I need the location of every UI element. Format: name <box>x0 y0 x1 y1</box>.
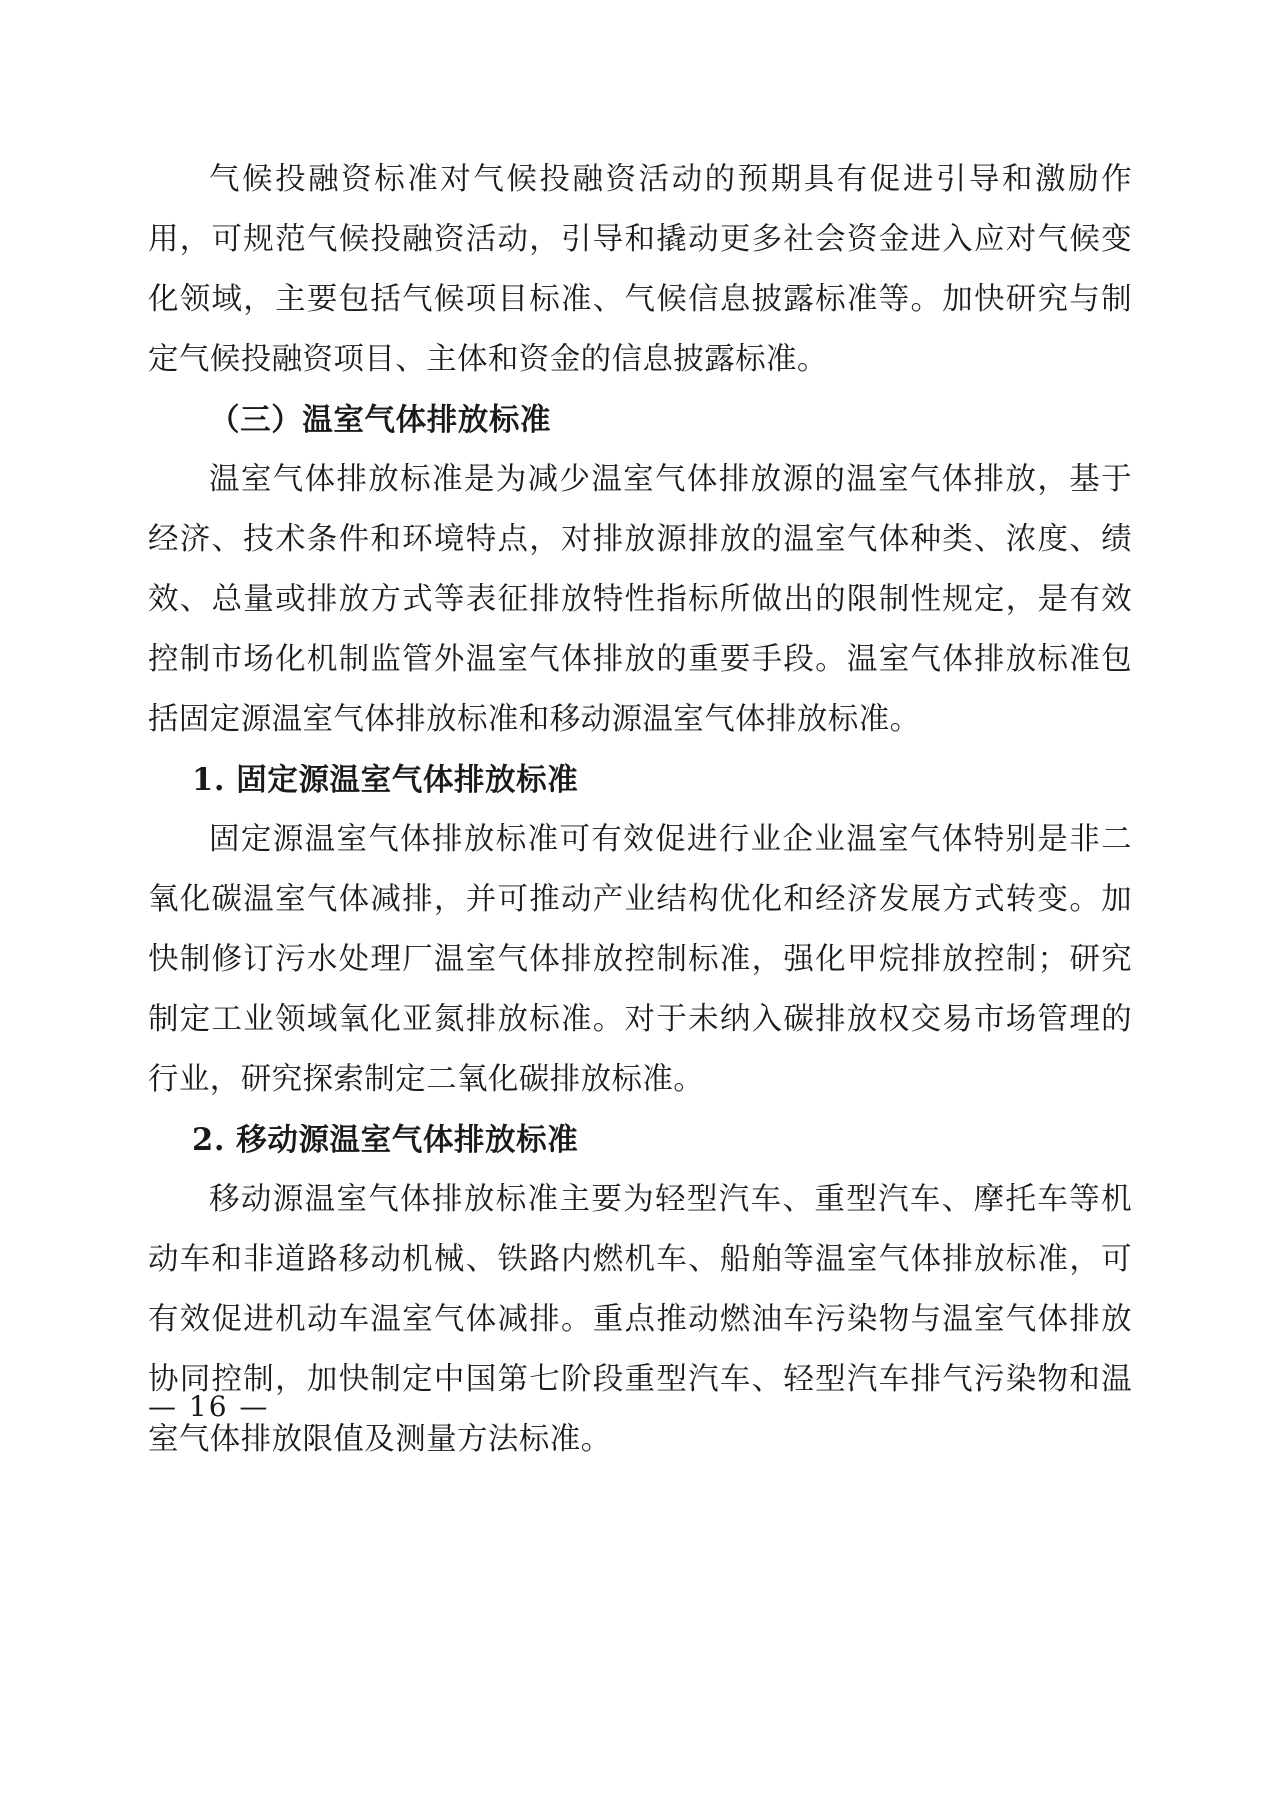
sub-heading-stationary-source: 1. 固定源温室气体排放标准 <box>192 762 579 798</box>
paragraph-climate-finance-standards: 气候投融资标准对气候投融资活动的预期具有促进引导和激励作用，可规范气候投融资活动，引导和撬动更多社会资金进入应对气候变化领域，主要包括气候项目标准、气候信息披露标准等。加快研究与制定气候投融资项目、主体和资金的信息披露标准。 <box>148 162 1132 377</box>
page-number-label: — 16 — <box>148 1390 270 1423</box>
paragraph-stationary-source: 固定源温室气体排放标准可有效促进行业企业温室气体特别是非二氧化碳温室气体减排，并可推动产业结构优化和经济发展方式转变。加快制修订污水处理厂温室气体排放控制标准，强化甲烷排放控制；研究制定工业领域氧化亚氮排放标准。对于未纳入碳排放权交易市场管理的行业，研究探索制定二氧化碳排放标准。 <box>148 822 1132 1097</box>
page-number <box>0 1390 1280 1423</box>
paragraph-mobile-source: 移动源温室气体排放标准主要为轻型汽车、重型汽车、摩托车等机动车和非道路移动机械、铁路内燃机车、船舶等温室气体排放标准，可有效促进机动车温室气体减排。重点推动燃油车污染物与温室气体排放协同控制，加快制定中国第七阶段重型汽车、轻型汽车排气污染物和温室气体排放限值及测量方法标准。 <box>148 1182 1132 1457</box>
heading-ghg-emission-standards: （三）温室气体排放标准 <box>209 402 552 438</box>
sub-heading-mobile-source: 2. 移动源温室气体排放标准 <box>192 1122 579 1158</box>
paragraph-ghg-emission-standards: 温室气体排放标准是为减少温室气体排放源的温室气体排放，基于经济、技术条件和环境特点，对排放源排放的温室气体种类、浓度、绩效、总量或排放方式等表征排放特性指标所做出的限制性规定，是有效控制市场化机制监管外温室气体排放的重要手段。温室气体排放标准包括固定源温室气体排放标准和移动源温室气体排放标准。 <box>148 462 1132 737</box>
